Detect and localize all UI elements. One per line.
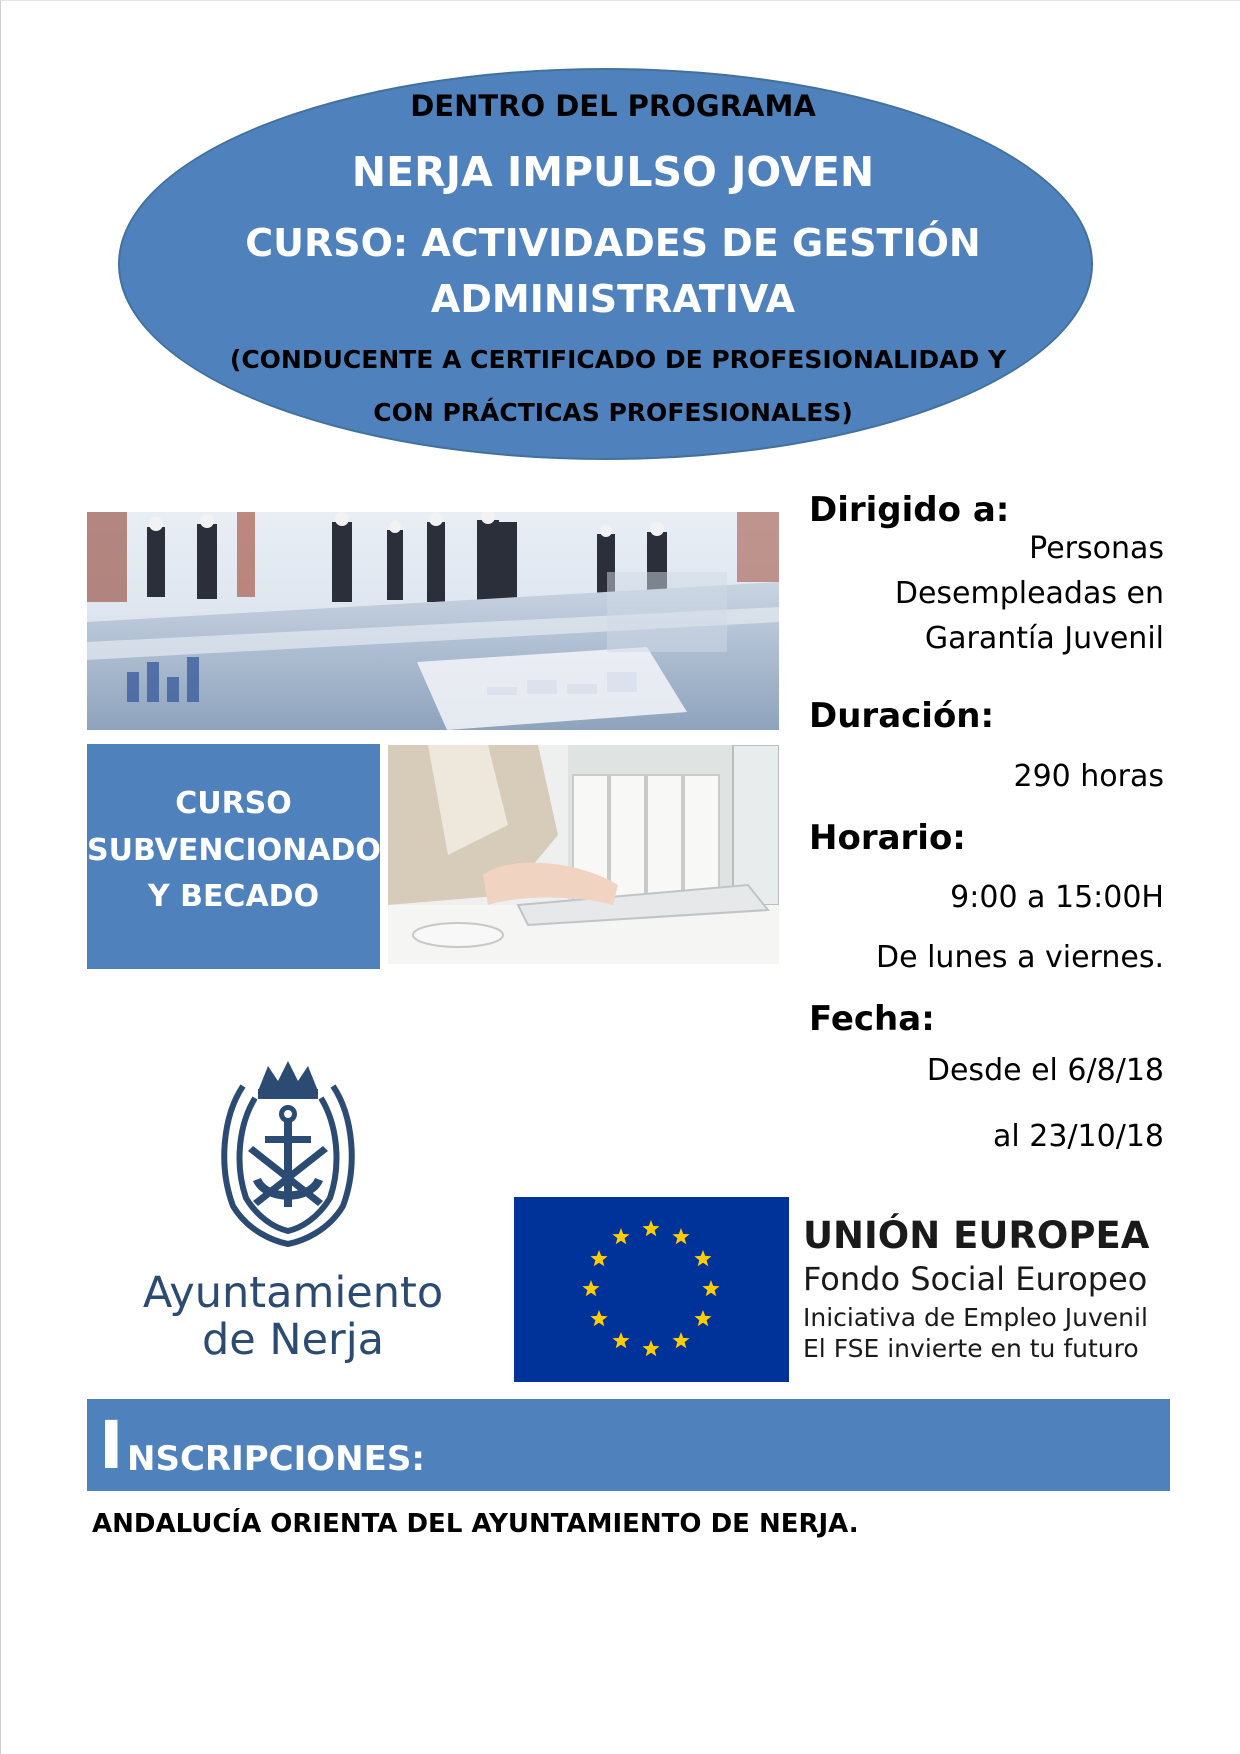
course-title-line2: ADMINISTRATIVA bbox=[430, 277, 796, 321]
program-title: NERJA IMPULSO JOVEN bbox=[351, 148, 875, 196]
eu-flag-icon bbox=[514, 1197, 789, 1382]
eu-initiative: Iniciativa de Empleo Juvenil bbox=[803, 1303, 1148, 1332]
program-intro: DENTRO DEL PROGRAMA bbox=[410, 89, 816, 123]
business-meeting-photo bbox=[87, 512, 779, 730]
duration-label: Duración: bbox=[809, 696, 995, 736]
subsidy-line2: SUBVENCIONADO bbox=[87, 833, 381, 868]
ayuntamiento-line2: de Nerja bbox=[201, 1315, 384, 1365]
target-label: Dirigido a: bbox=[809, 490, 1010, 530]
course-note-line1: (CONDUCENTE A CERTIFICADO DE PROFESIONALIDAD Y bbox=[229, 345, 1007, 374]
registration-initial: I bbox=[99, 1407, 124, 1484]
subsidy-line3: Y BECADO bbox=[147, 879, 320, 914]
date-start: Desde el 6/8/18 bbox=[926, 1053, 1164, 1088]
ayuntamiento-line1: Ayuntamiento bbox=[142, 1268, 444, 1318]
target-line2: Desempleadas en bbox=[894, 576, 1164, 611]
duration-value: 290 horas bbox=[1013, 759, 1164, 794]
schedule-days: De lunes a viernes. bbox=[876, 940, 1164, 975]
nerja-crest-icon bbox=[213, 1056, 363, 1248]
date-end: al 23/10/18 bbox=[993, 1119, 1164, 1154]
registration-banner bbox=[87, 1399, 1170, 1491]
eu-fund-name: Fondo Social Europeo bbox=[803, 1260, 1148, 1298]
eu-title: UNIÓN EUROPEA bbox=[803, 1214, 1150, 1257]
course-title-line1: CURSO: ACTIVIDADES DE GESTIÓN bbox=[245, 221, 981, 265]
subsidy-box bbox=[87, 744, 380, 969]
schedule-label: Horario: bbox=[809, 818, 966, 858]
registration-place: ANDALUCÍA ORIENTA DEL AYUNTAMIENTO DE NERJA. bbox=[92, 1509, 859, 1539]
eu-slogan: El FSE invierte en tu futuro bbox=[803, 1334, 1139, 1363]
office-keyboard-photo bbox=[388, 745, 779, 964]
course-note-line2: CON PRÁCTICAS PROFESIONALES) bbox=[373, 398, 853, 427]
registration-heading: NSCRIPCIONES: bbox=[127, 1439, 425, 1479]
date-label: Fecha: bbox=[809, 999, 935, 1039]
target-line3: Garantía Juvenil bbox=[924, 621, 1164, 656]
schedule-hours: 9:00 a 15:00H bbox=[950, 880, 1164, 915]
target-line1: Personas bbox=[1029, 531, 1164, 566]
subsidy-line1: CURSO bbox=[175, 786, 292, 821]
